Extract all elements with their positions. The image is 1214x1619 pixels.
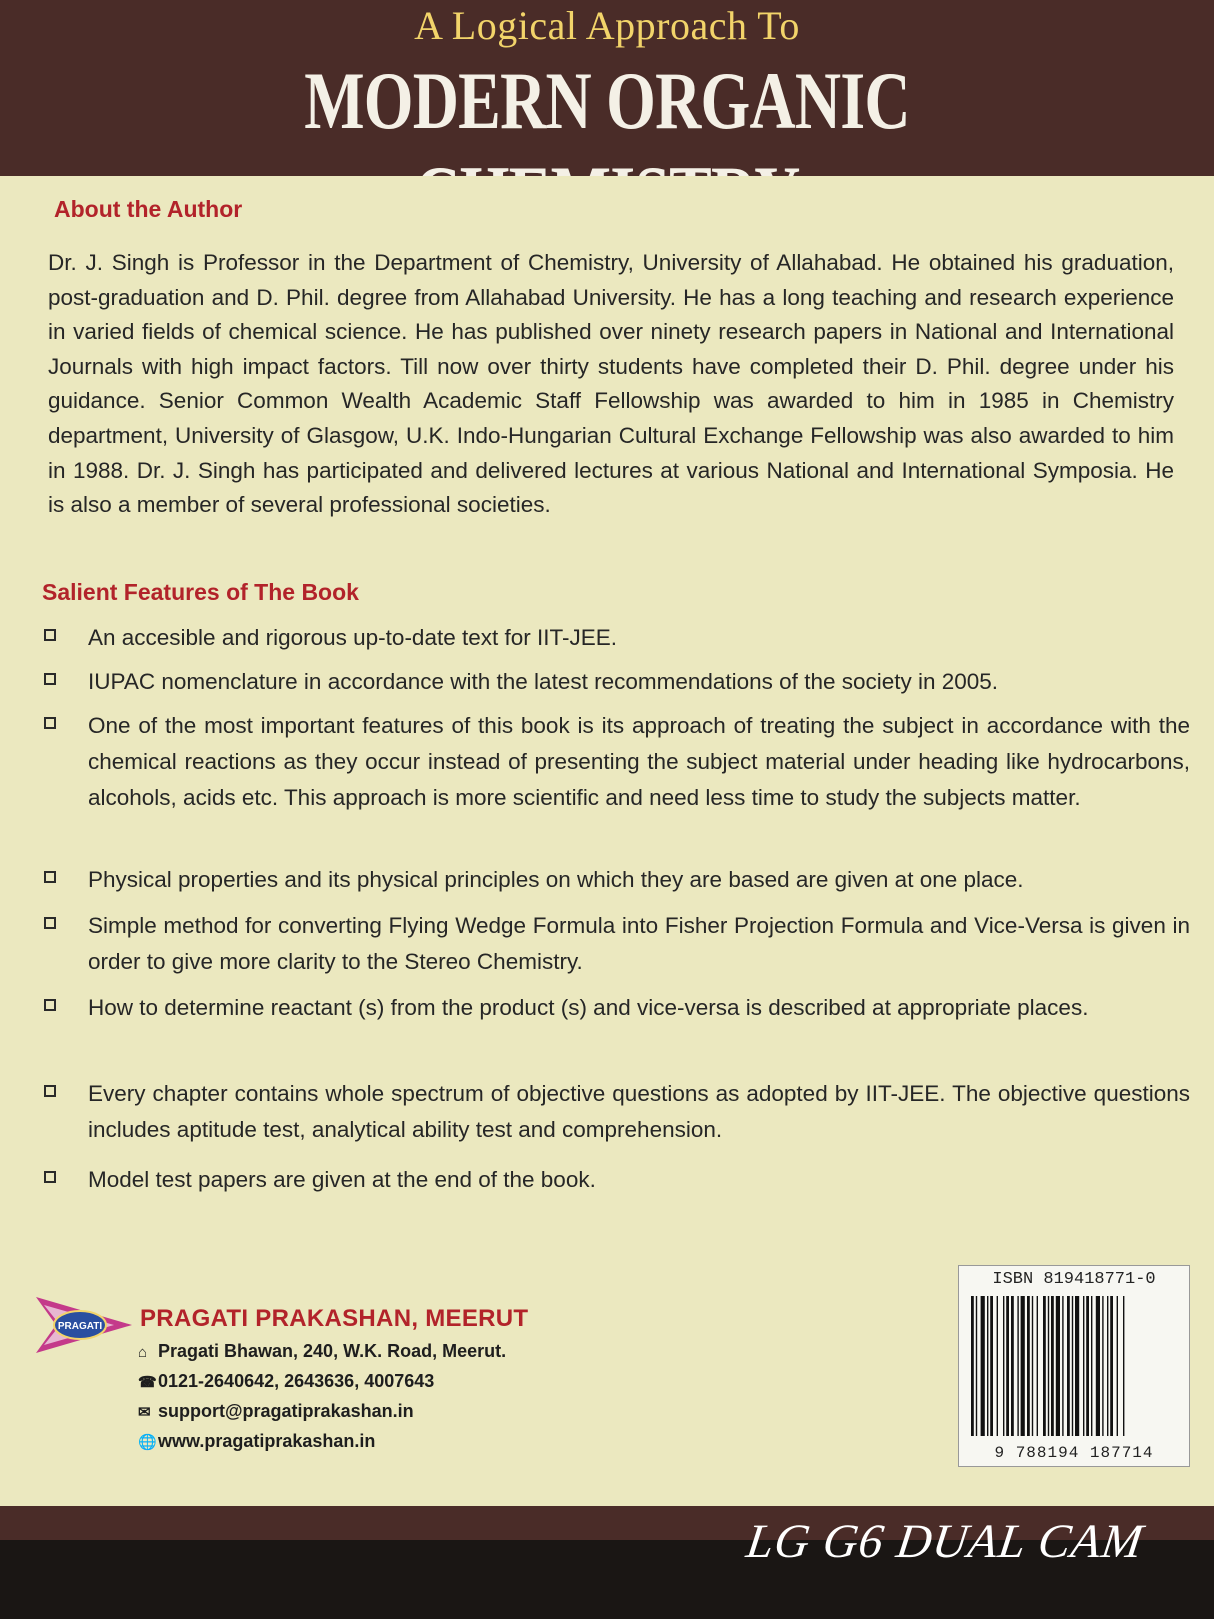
book-title: MODERN ORGANIC	[304, 55, 910, 146]
barcode-number: 9 788194 187714	[994, 1444, 1154, 1462]
publisher-email	[138, 1401, 414, 1422]
feature-text: One of the most important features of this book is its approach of treating the subject in accordance with the chemical reactions as they occur instead of presenting the subject material under heading like hydrocarbons, alcohols, acids etc. This approach is more scientific and need less time to study the subjects matter.	[88, 713, 1190, 810]
feature-text: Simple method for converting Flying Wedge Formula into Fisher Projection Formula and Vice-Versa is given in order to give more clarity to the Stereo Chemistry.	[88, 913, 1190, 974]
feature-text: Model test papers are given at the end of the book.	[88, 1167, 596, 1192]
mail-icon: ✉	[138, 1404, 151, 1421]
feature-text: IUPAC nomenclature in accordance with the latest recommendations of the society in 2005.	[88, 669, 999, 694]
address-text: Pragati Bhawan, 240, W.K. Road, Meerut.	[158, 1341, 507, 1361]
author-heading: About the Author	[54, 196, 243, 222]
phone-icon: ☎	[138, 1374, 157, 1391]
features-heading: Salient Features of The Book	[42, 579, 359, 605]
checkbox-bullet-icon	[44, 871, 56, 883]
email-text: support@pragatiprakashan.in	[158, 1401, 414, 1421]
publisher-name: PRAGATI PRAKASHAN, MEERUT	[140, 1305, 529, 1332]
phone-text: 0121-2640642, 2643636, 4007643	[158, 1371, 435, 1391]
barcode-icon	[969, 1296, 1179, 1436]
publisher-block	[34, 1285, 594, 1485]
isbn-label: ISBN 819418771-0	[992, 1270, 1156, 1289]
checkbox-bullet-icon	[44, 629, 56, 641]
checkbox-bullet-icon	[44, 1171, 56, 1183]
home-icon: ⌂	[138, 1344, 148, 1361]
logo-text: PRAGATI	[57, 1321, 103, 1332]
feature-text: An accesible and rigorous up-to-date text for IIT-JEE.	[88, 625, 618, 650]
publisher-website	[138, 1431, 375, 1452]
feature-text: Every chapter contains whole spectrum of objective questions as adopted by IIT-JEE. The objective questions includes aptitude test, analytical ability test and comprehension.	[88, 1081, 1190, 1142]
publisher-logo-icon	[34, 1295, 134, 1355]
globe-icon: 🌐	[138, 1434, 157, 1451]
book-subtitle: A Logical Approach To	[414, 3, 800, 48]
camera-watermark: LG G6 DUAL CAM	[743, 1515, 1147, 1568]
checkbox-bullet-icon	[44, 999, 56, 1011]
author-bio: Dr. J. Singh is Professor in the Department of Chemistry, University of Allahabad. He obtained his graduation, post-graduation and D. Phil. degree from Allahabad University. He has a long teaching and research experience in varied fields of chemical science. He has published over ninety research papers in National and International Journals with high impact factors. Till now over thirty students have completed their D. Phil. degree under his guidance. Senior Common Wealth Academic Staff Fellowship was awarded to him in 1985 in Chemistry department, University of Glasgow, U.K. Indo-Hungarian Cultural Exchange Fellowship was also awarded to him in 1988. Dr. J. Singh has participated and delivered lectures at various National and International Symposia. He is also a member of several professional societies.	[48, 250, 1174, 518]
publisher-address	[138, 1341, 506, 1362]
checkbox-bullet-icon	[44, 1085, 56, 1097]
checkbox-bullet-icon	[44, 673, 56, 685]
website-text: www.pragatiprakashan.in	[158, 1431, 376, 1451]
feature-text: Physical properties and its physical principles on which they are based are given at one place.	[88, 867, 1024, 892]
publisher-phone	[138, 1371, 434, 1392]
feature-text: How to determine reactant (s) from the product (s) and vice-versa is described at appropriate places.	[88, 995, 1089, 1020]
barcode-box	[958, 1265, 1190, 1467]
checkbox-bullet-icon	[44, 717, 56, 729]
checkbox-bullet-icon	[44, 917, 56, 929]
